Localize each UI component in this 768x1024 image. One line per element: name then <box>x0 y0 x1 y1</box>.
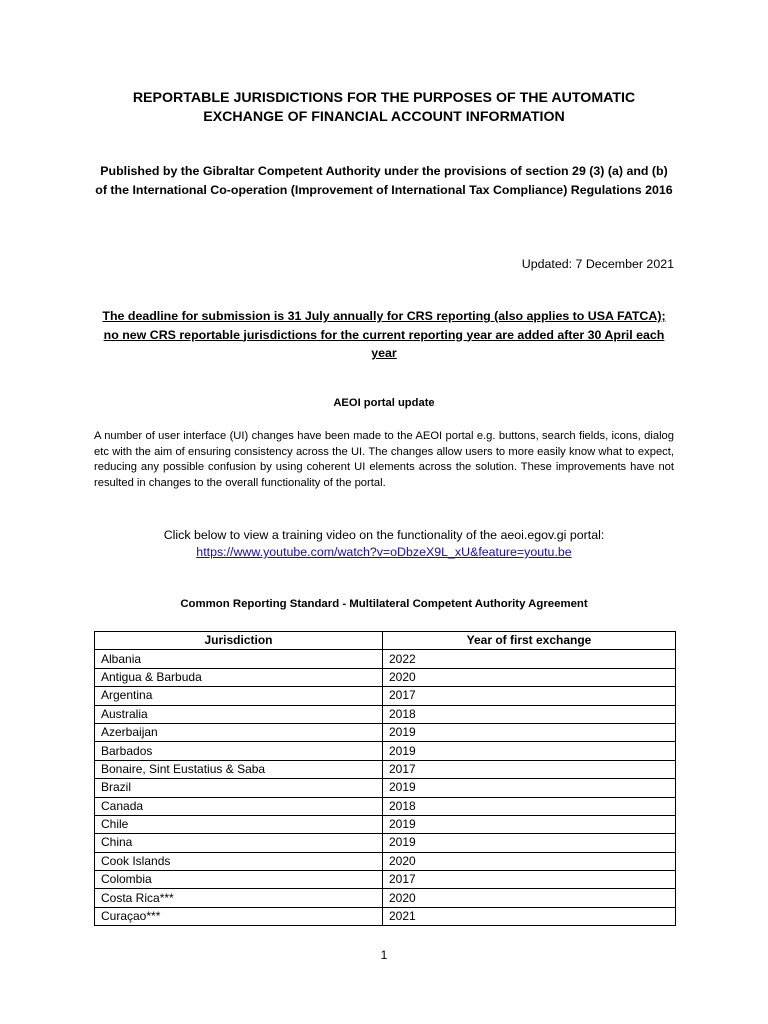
year-cell: 2017 <box>383 687 676 705</box>
year-cell: 2019 <box>383 834 676 852</box>
table-header-row <box>95 632 676 650</box>
crs-table-heading: Common Reporting Standard - Multilateral Competent Authority Agreement <box>180 598 588 610</box>
table-row <box>95 742 676 760</box>
table-row <box>95 834 676 852</box>
jurisdiction-cell: Argentina <box>95 687 383 705</box>
aeoi-update-heading: AEOI portal update <box>333 397 435 409</box>
year-cell: 2017 <box>383 760 676 778</box>
table-row <box>95 723 676 741</box>
year-cell: 2019 <box>383 815 676 833</box>
table-row <box>95 871 676 889</box>
document-title: REPORTABLE JURISDICTIONS FOR THE PURPOSES OF THE AUTOMATIC EXCHANGE OF FINANCIAL ACCOUNT INFORMATION <box>132 90 636 125</box>
jurisdiction-cell: Colombia <box>95 871 383 889</box>
year-cell: 2022 <box>383 650 676 668</box>
year-cell: 2019 <box>383 742 676 760</box>
year-cell: 2018 <box>383 705 676 723</box>
jurisdiction-cell: Bonaire, Sint Eustatius & Saba <box>95 760 383 778</box>
table-row <box>95 907 676 925</box>
deadline-notice: The deadline for submission is 31 July annually for CRS reporting (also applies to USA FATCA); no new CRS reportable jurisdictions for the current reporting year are added after 30 April each year <box>102 309 666 360</box>
jurisdiction-cell: Costa Rica*** <box>95 889 383 907</box>
year-cell: 2019 <box>383 723 676 741</box>
jurisdiction-cell: Canada <box>95 797 383 815</box>
table-row <box>95 705 676 723</box>
jurisdiction-cell: Azerbaijan <box>95 723 383 741</box>
table-row <box>95 779 676 797</box>
year-cell: 2018 <box>383 797 676 815</box>
jurisdiction-cell: Brazil <box>95 779 383 797</box>
aeoi-update-body: A number of user interface (UI) changes have been made to the AEOI portal e.g. buttons, search fields, icons, dialog etc with the aim of ensuring consistency across the UI. The changes allow users to more easily know what to expect, reducing any possible confusion by using coherent UI elements across the solution. These improvements have not resulted in changes to the overall functionality of the portal. <box>94 430 674 489</box>
year-header: Year of first exchange <box>383 632 676 650</box>
table-row <box>95 889 676 907</box>
table-row <box>95 760 676 778</box>
year-cell: 2020 <box>383 668 676 686</box>
year-cell: 2019 <box>383 779 676 797</box>
year-cell: 2021 <box>383 907 676 925</box>
jurisdiction-table <box>94 631 676 926</box>
jurisdiction-table-wrapper <box>94 631 675 926</box>
year-cell: 2017 <box>383 871 676 889</box>
jurisdiction-cell: Albania <box>95 650 383 668</box>
page-number: 1 <box>380 948 388 962</box>
jurisdiction-cell: Australia <box>95 705 383 723</box>
table-row <box>95 668 676 686</box>
training-video-text: Click below to view a training video on the functionality of the aeoi.egov.gi portal: <box>163 528 605 542</box>
jurisdiction-cell: Cook Islands <box>95 852 383 870</box>
year-cell: 2020 <box>383 852 676 870</box>
jurisdiction-cell: Barbados <box>95 742 383 760</box>
training-video-link[interactable]: https://www.youtube.com/watch?v=oDbzeX9L_xU&feature=youtu.be <box>196 545 572 559</box>
jurisdiction-cell: Chile <box>95 815 383 833</box>
table-row <box>95 650 676 668</box>
jurisdiction-cell: Curaçao*** <box>95 907 383 925</box>
year-cell: 2020 <box>383 889 676 907</box>
table-row <box>95 815 676 833</box>
jurisdiction-cell: Antigua & Barbuda <box>95 668 383 686</box>
table-row <box>95 687 676 705</box>
table-header <box>95 632 676 650</box>
jurisdiction-header: Jurisdiction <box>95 632 383 650</box>
table-row <box>95 852 676 870</box>
updated-date: Updated: 7 December 2021 <box>521 257 674 271</box>
table-body <box>95 650 676 926</box>
published-by-statement: Published by the Gibraltar Competent Authority under the provisions of section 29 (3) (a) and (b) of the International Co-operation (Improvement of International Tax Compliance) Regulations 2016 <box>95 164 673 197</box>
table-row <box>95 797 676 815</box>
jurisdiction-cell: China <box>95 834 383 852</box>
